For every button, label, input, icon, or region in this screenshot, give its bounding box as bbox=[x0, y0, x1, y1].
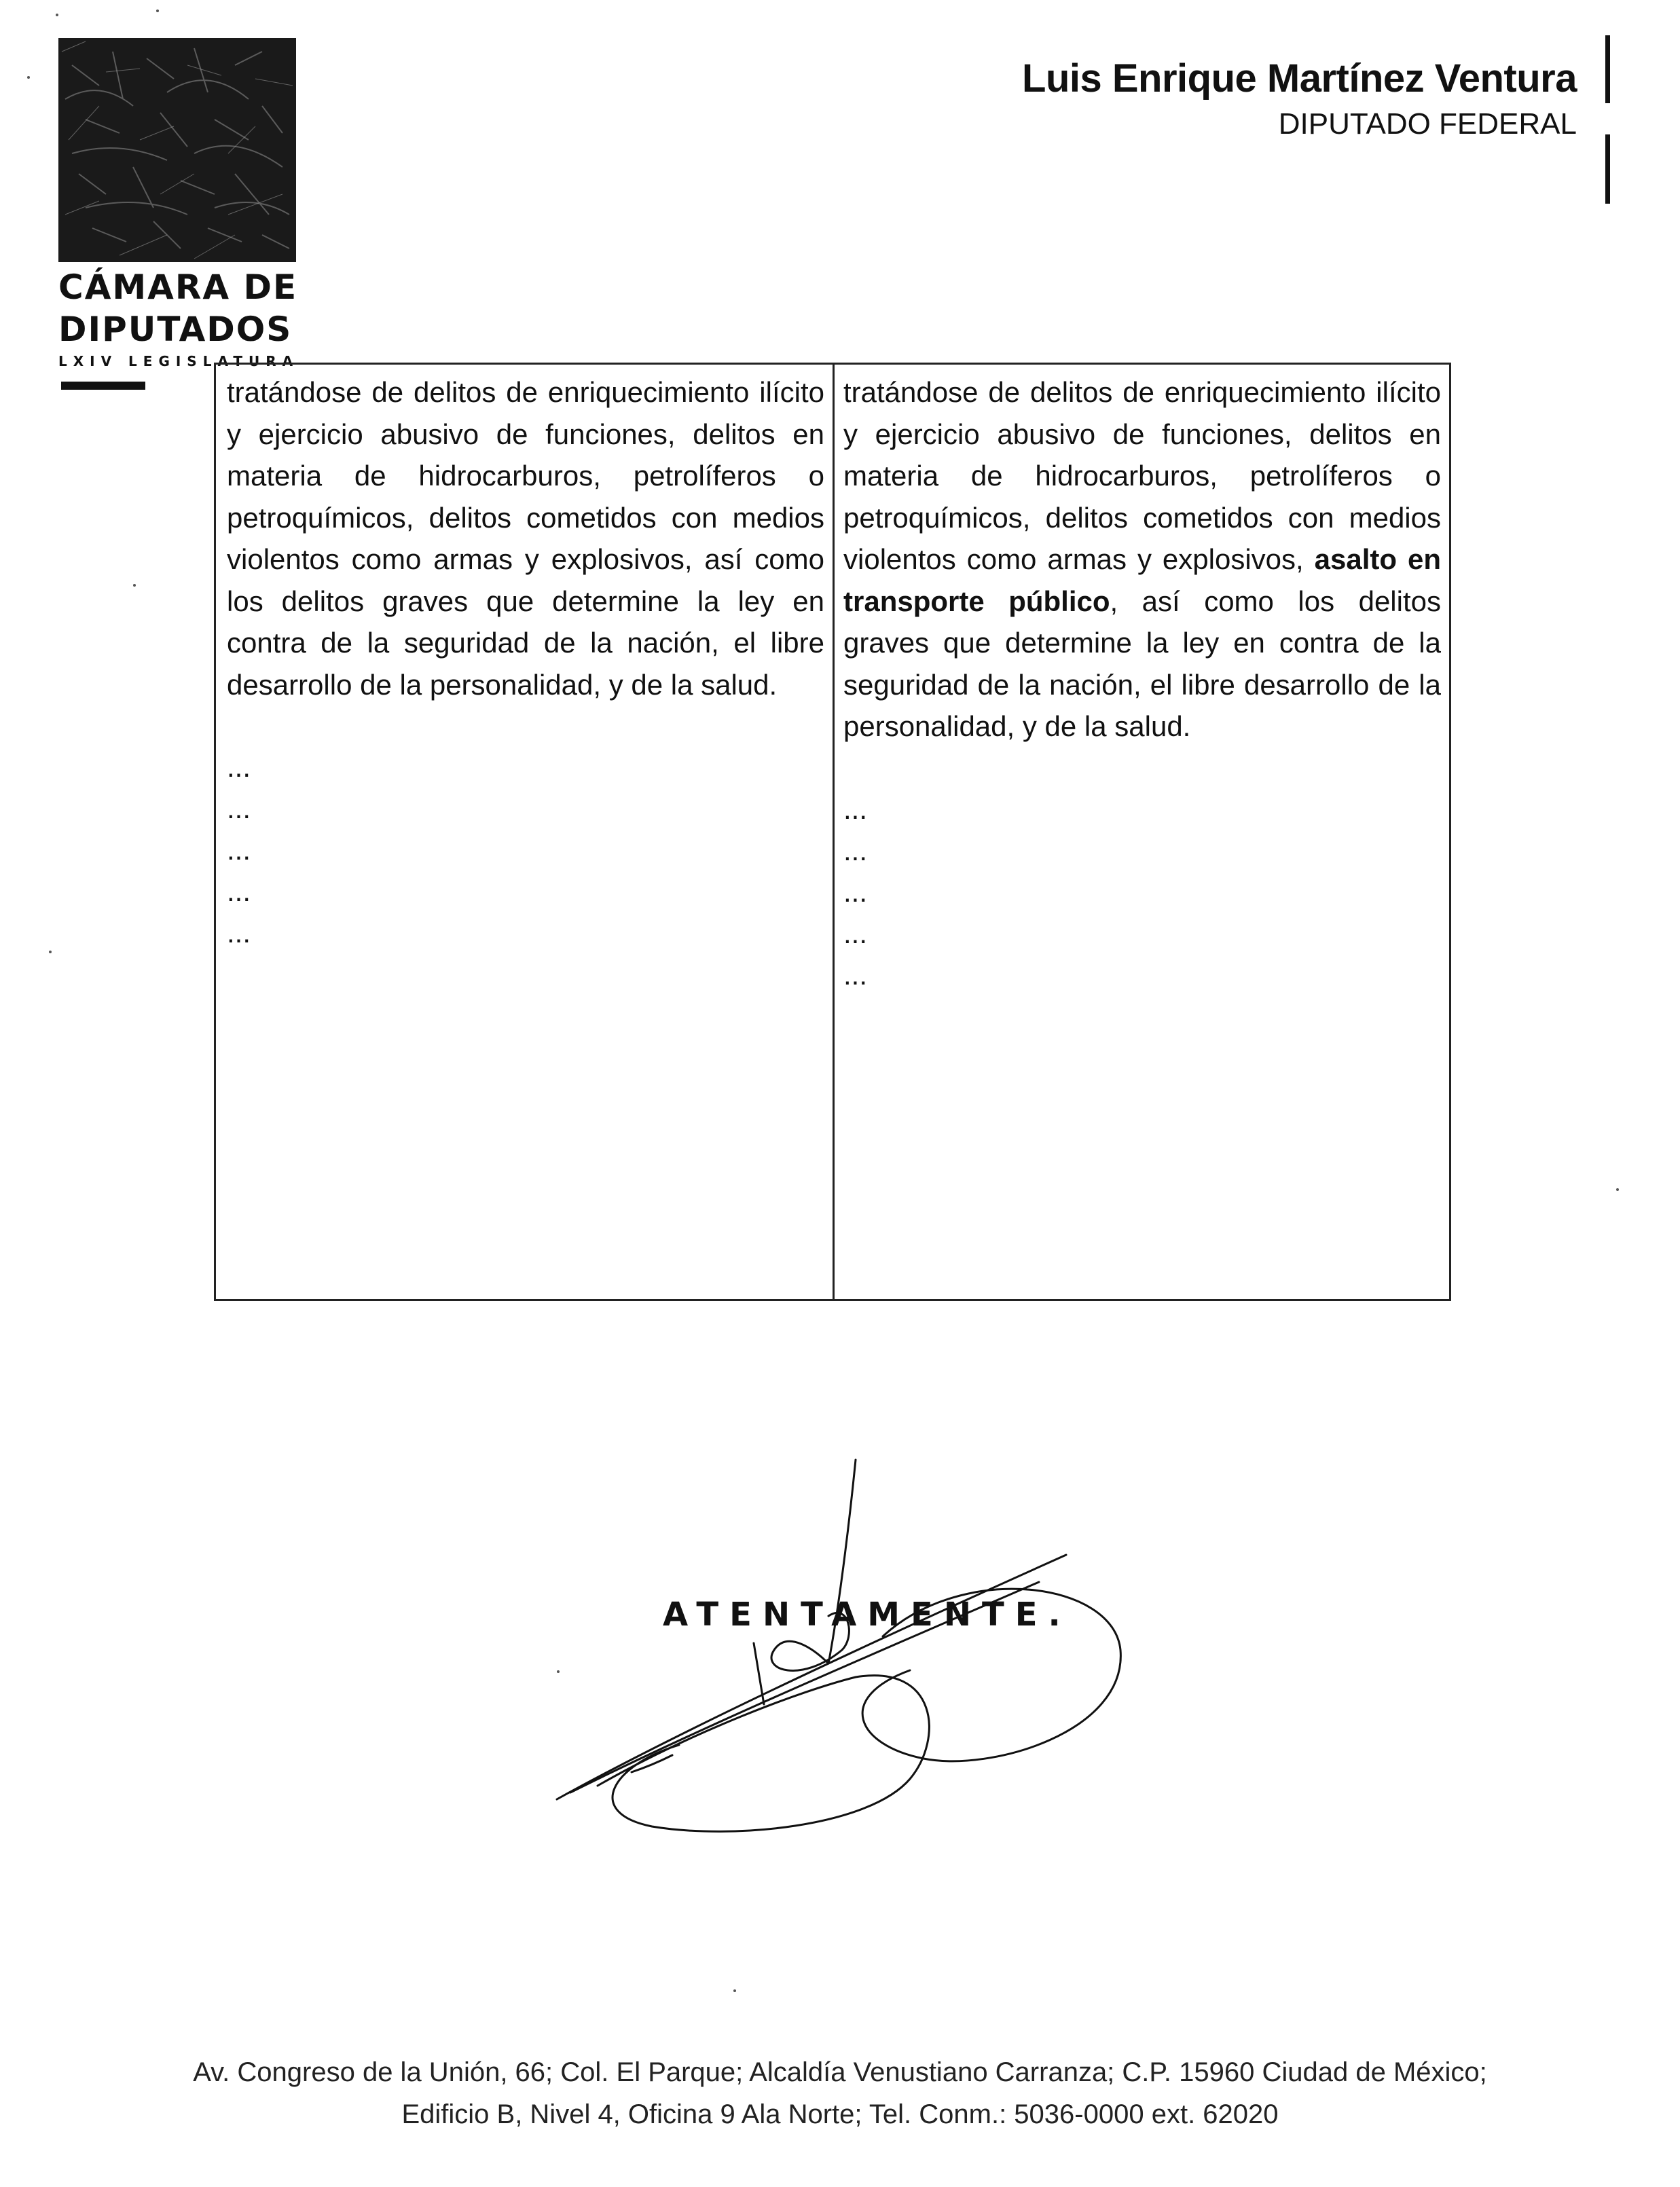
logo-name-line2: DIPUTADOS bbox=[58, 310, 293, 349]
logo-name-line1: CÁMARA DE bbox=[58, 268, 298, 307]
ellipsis: ... bbox=[227, 834, 251, 866]
closing-atentamente: ATENTAMENTE. bbox=[663, 1596, 1072, 1634]
scan-speck bbox=[156, 10, 159, 12]
ellipsis: ... bbox=[227, 751, 251, 783]
scan-speck bbox=[27, 76, 30, 79]
proposed-text-bold: asalto en transporte público bbox=[843, 543, 1441, 617]
current-text: tratándose de delitos de enriquecimiento ilícito y ejercicio abusivo de funciones, delitos en materia de hidrocarburos, petrolíferos o petroquímicos, delitos cometidos con medios violentos como armas y explosivos, así como los delitos graves que determine la ley en contra de la seguridad de la nación, el libre desarrollo de la personalidad, y de la salud. bbox=[227, 376, 824, 701]
ellipsis: ... bbox=[227, 792, 251, 824]
deputy-name: Luis Enrique Martínez Ventura bbox=[1022, 56, 1577, 100]
proposed-text-before: tratándose de delitos de enriquecimiento ilícito y ejercicio abusivo de funciones, delitos en materia de hidrocarburos, petrolíferos o petroquímicos, delitos cometidos con medios violentos como armas y explosivos, bbox=[843, 376, 1441, 575]
scan-speck bbox=[557, 1670, 560, 1673]
scan-speck bbox=[733, 1989, 736, 1992]
footer-address-line1: Av. Congreso de la Unión, 66; Col. El Parque; Alcaldía Venustiano Carranza; C.P. 15960 Ciudad de México; bbox=[193, 2057, 1487, 2087]
scan-speck bbox=[56, 14, 58, 16]
ellipsis: ... bbox=[843, 875, 868, 908]
footer-address-line2: Edificio B, Nivel 4, Oficina 9 Ala Norte; Tel. Conm.: 5036-0000 ext. 62020 bbox=[401, 2099, 1279, 2129]
ellipsis: ... bbox=[227, 875, 251, 907]
table-column-divider bbox=[833, 365, 835, 1299]
deputy-role: DIPUTADO FEDERAL bbox=[1278, 107, 1577, 141]
logo-legislatura: LXIV LEGISLATURA bbox=[58, 353, 299, 369]
logo-emblem bbox=[58, 38, 296, 262]
proposed-ellipsis-list bbox=[843, 788, 1441, 995]
ellipsis: ... bbox=[843, 917, 868, 949]
ellipsis: ... bbox=[843, 834, 868, 866]
logo-underline bbox=[61, 382, 145, 390]
header-rule-bottom bbox=[1605, 134, 1610, 204]
ellipsis: ... bbox=[843, 792, 868, 825]
handwritten-signature bbox=[530, 1446, 1141, 1867]
logo-texture-icon bbox=[58, 38, 296, 262]
scan-speck bbox=[49, 951, 52, 953]
proposed-text bbox=[843, 371, 1441, 748]
current-ellipsis-list bbox=[227, 746, 824, 953]
ellipsis: ... bbox=[227, 917, 251, 949]
chamber-logo bbox=[58, 38, 303, 369]
ellipsis: ... bbox=[843, 958, 868, 991]
proposed-text-after: , así como los delitos graves que determine la ley en contra de la seguridad de la nación, el libre desarrollo de la personalidad, y de la salud. bbox=[843, 585, 1441, 742]
table-column-current bbox=[227, 371, 824, 953]
header-rule-top bbox=[1605, 35, 1610, 103]
scan-speck bbox=[133, 584, 136, 587]
scan-speck bbox=[1616, 1188, 1619, 1191]
table-column-proposed bbox=[843, 371, 1441, 995]
comparison-table bbox=[214, 363, 1451, 1301]
